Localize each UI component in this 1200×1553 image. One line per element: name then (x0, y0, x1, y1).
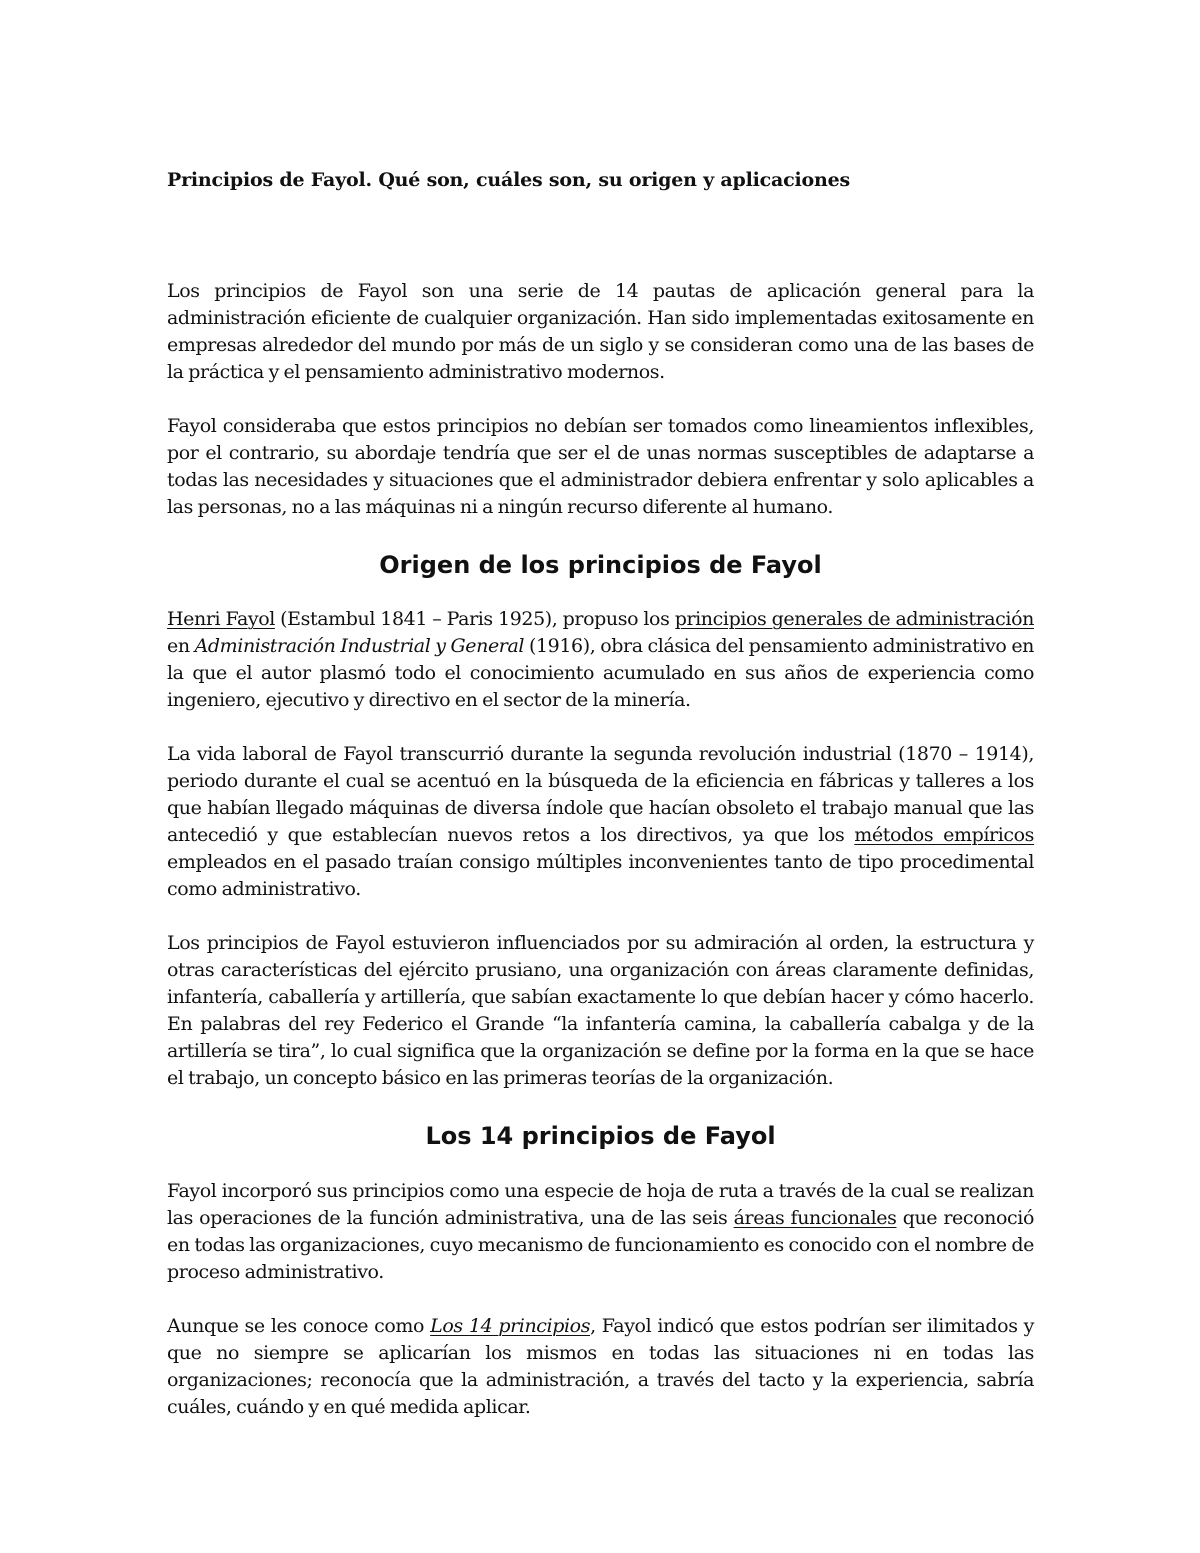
paragraph-roadmap (167, 1178, 1034, 1286)
link-henri-fayol[interactable]: Henri Fayol (167, 608, 275, 630)
paragraph-principles-flexibility: Fayol consideraba que estos principios no debían ser tomados como lineamientos inflexibles, por el contrario, su abordaje tendría que ser el de unas normas susceptibles de adaptarse a todas las necesidades y situaciones que el administrador debiera enfrentar y solo aplicables a las personas, no a las máquinas ni a ningún recurso diferente al humano. (167, 415, 1034, 518)
paragraph-origin-text-3: (1916), obra clásica del pensamiento administrativo en la que el autor plasmó todo el conocimiento acumulado en sus años de experiencia como ingeniero, ejecutivo y directivo en el sector de la minería. (167, 635, 1034, 711)
paragraph-origin (167, 606, 1034, 714)
paragraph-origin-text-2: en (167, 635, 195, 657)
link-principios-generales[interactable]: principios generales de administración (674, 608, 1034, 630)
section-heading-origin: Origen de los principios de Fayol (379, 551, 822, 579)
link-areas-funcionales[interactable]: áreas funcionales (733, 1207, 897, 1229)
section-heading-14-principles: Los 14 principios de Fayol (425, 1122, 776, 1150)
paragraph-industrial-revolution (167, 741, 1034, 903)
link-metodos-empiricos[interactable]: métodos empíricos (854, 824, 1035, 846)
paragraph-unlimited-text-1: Aunque se les conoce como (167, 1315, 431, 1337)
book-title: Administración Industrial y General (194, 635, 525, 657)
paragraph-revolution-text-2: empleados en el pasado traían consigo múltiples inconvenientes tanto de tipo procedimental como administrativo. (167, 851, 1034, 900)
paragraph-origin-text-1: (Estambul 1841 – Paris 1925), propuso los (274, 608, 675, 630)
link-los-14-principios[interactable]: Los 14 principios (430, 1315, 591, 1337)
paragraph-roadmap-text-1: Fayol incorporó sus principios como una especie de hoja de ruta a través de la cual se realizan las operaciones de la función administrativa, una de las seis (167, 1180, 1034, 1229)
paragraph-unlimited (167, 1313, 1034, 1421)
paragraph-intro: Los principios de Fayol son una serie de 14 pautas de aplicación general para la administración eficiente de cualquier organización. Han sido implementadas exitosamente en empresas alrededor del mundo por más de un siglo y se consideran como una de las bases de la práctica y el pensamiento administrativo modernos. (167, 280, 1034, 383)
paragraph-revolution-text-1: La vida laboral de Fayol transcurrió durante la segunda revolución industrial (1870 – 1914), periodo durante el cual se acentuó en la búsqueda de la eficiencia en fábricas y talleres a los que habían llegado máquinas de diversa índole que hacían obsoleto el trabajo manual que las antecedió y que establecían nuevos retos a los directivos, ya que los (167, 743, 1034, 846)
paragraph-unlimited-text-2: , Fayol indicó que estos podrían ser ilimitados y que no siempre se aplicarían los mismos en todas las situaciones ni en todas las organizaciones; reconocía que la administración, a través del tacto y la experiencia, sabría cuáles, cuándo y en qué medida aplicar. (167, 1315, 1034, 1418)
document-body (167, 166, 1034, 1421)
paragraph-prussian-army: Los principios de Fayol estuvieron influenciados por su admiración al orden, la estructura y otras características del ejército prusiano, una organización con áreas claramente definidas, infantería, caballería y artillería, que sabían exactamente lo que debían hacer y cómo hacerlo. En palabras del rey Federico el Grande “la infantería camina, la caballería cabalga y de la artillería se tira”, lo cual significa que la organización se define por la forma en la que se hace el trabajo, un concepto básico en las primeras teorías de la organización. (167, 932, 1034, 1089)
paragraph-roadmap-text-2: que reconoció en todas las organizaciones, cuyo mecanismo de funcionamiento es conocido con el nombre de proceso administrativo. (167, 1207, 1034, 1283)
document-title: Principios de Fayol. Qué son, cuáles son, su origen y aplicaciones (167, 169, 850, 191)
